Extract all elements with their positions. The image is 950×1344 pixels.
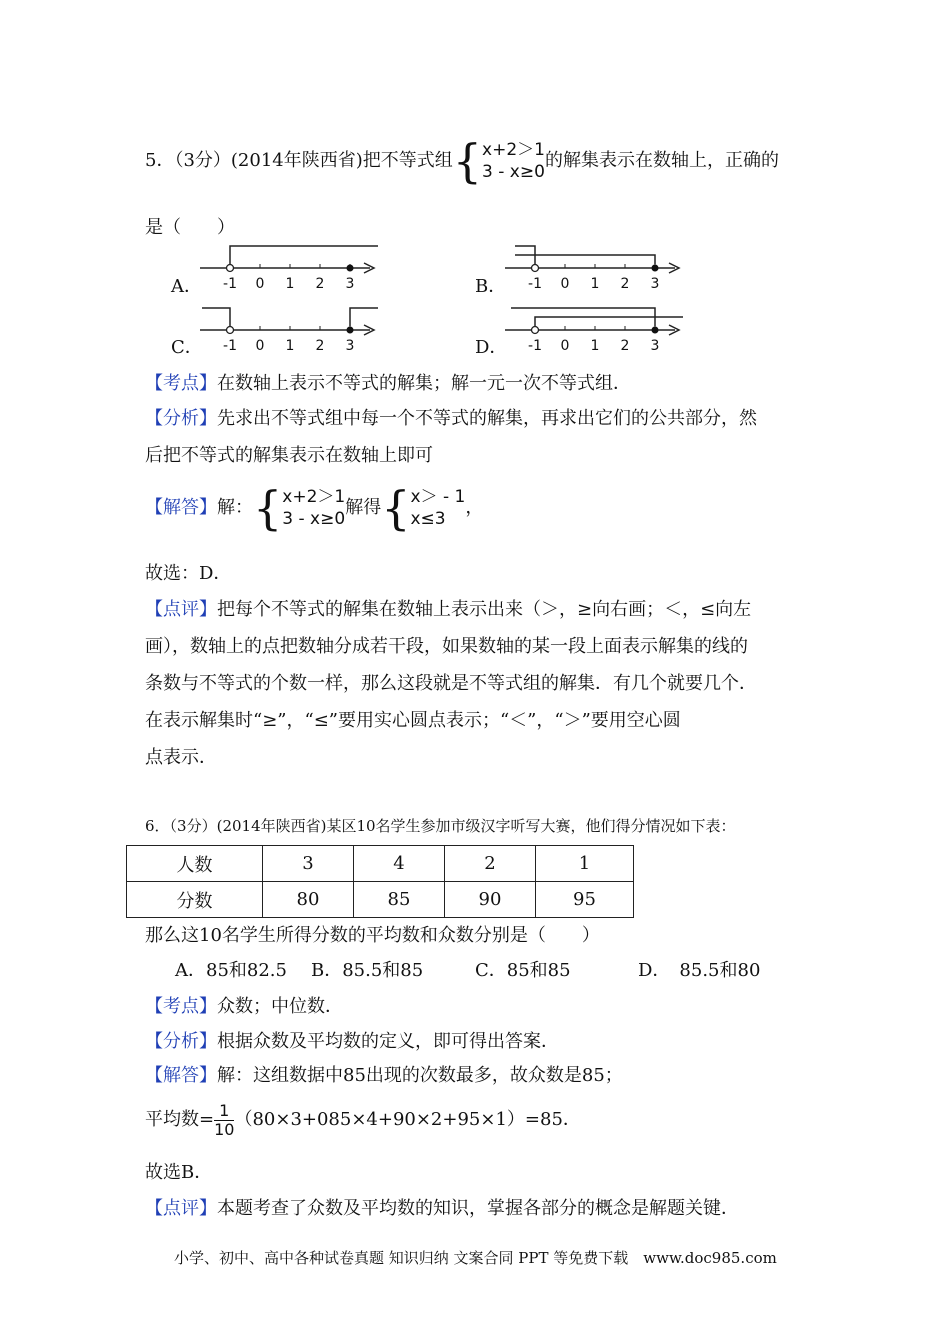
q6-dianping: 【点评】本题考查了众数及平均数的知识，掌握各部分的概念是解题关键． (145, 1198, 739, 1219)
solution-ray (230, 246, 378, 264)
table-cell: 人数 (127, 846, 263, 882)
solution-ray (515, 255, 655, 264)
q6-question: 那么这10名学生所得分数的平均数和众数分别是（ ） (145, 925, 600, 946)
q5-jieda-system: x+2＞1 3 - x≥0 (282, 487, 346, 529)
q5-fenxi-line2: 后把不等式的解集表示在数轴上即可 (145, 445, 433, 466)
tick-label: 2 (620, 276, 630, 290)
open-dot-icon (532, 327, 539, 334)
q6-average: 平均数= $\frac{1}{10}$ （80×3+085×4+90×2+95×1）=85． (145, 1100, 581, 1139)
tick-label: 2 (620, 338, 630, 352)
q6-option-d: D． 85.5和80 (638, 960, 761, 981)
filled-dot-icon (347, 327, 354, 334)
open-dot-icon (532, 265, 539, 272)
tick-label: 2 (315, 276, 325, 290)
fenxi-tag: 【分析】 (145, 1031, 217, 1052)
tick-label: 3 (345, 276, 355, 290)
table-cell: 1 (536, 846, 634, 882)
number-line-d (503, 302, 688, 352)
solution-ray (202, 308, 230, 326)
q5-dianping-line2: 画），数轴上的点把数轴分成若干段，如果数轴的某一段上面表示解集的线的 (145, 636, 748, 657)
option-d-label: D． (475, 337, 508, 358)
q5-stem: 5．（3分）(2014年陕西省)把不等式组{x+2＞1 3 - x≥0的解集表示在数轴上，正确的 (145, 134, 779, 188)
filled-dot-icon (652, 327, 659, 334)
tick-label: 1 (285, 338, 295, 352)
q6-kaodian: 【考点】众数；中位数． (145, 996, 343, 1017)
tick-label: -1 (223, 338, 237, 352)
table-cell: 2 (445, 846, 536, 882)
q6-stem: 6．（3分）(2014年陕西省)某区10名学生参加市级汉字听写大赛，他们得分情况如下表： (145, 817, 736, 835)
option-a-label: A． (171, 276, 202, 297)
table-row (127, 882, 634, 918)
q6-answer: 故选B． (145, 1162, 213, 1183)
option-b-label: B． (475, 276, 507, 297)
q5-jieda: 【解答】解：{x+2＞1 3 - x≥0解得{x＞ - 1 x≤3， (145, 481, 484, 535)
option-c-label: C． (171, 337, 203, 358)
q6-jieda: 【解答】解：这组数据中85出现的次数最多，故众数是85； (145, 1065, 623, 1086)
page-footer: 小学、初中、高中各种试卷真题 知识归纳 文案合同 PPT 等免费下载 www.doc985.com (174, 1249, 777, 1267)
q5-dianping: 【点评】把每个不等式的解集在数轴上表示出来（＞，≥向右画；＜，≤向左 (145, 599, 752, 620)
number-line-a (198, 240, 383, 290)
tick-label: 1 (285, 276, 295, 290)
tick-label: 0 (255, 276, 265, 290)
tick-label: -1 (528, 338, 542, 352)
q6-fenxi: 【分析】根据众数及平均数的定义，即可得出答案． (145, 1031, 559, 1052)
table-cell: 3 (263, 846, 354, 882)
tick-label: -1 (223, 276, 237, 290)
dianping-tag: 【点评】 (145, 1198, 217, 1219)
q5-answer: 故选：D． (145, 563, 232, 584)
q6-option-b: B．85.5和85 (311, 960, 424, 981)
tick-label: 3 (345, 338, 355, 352)
brace-icon: { (381, 481, 411, 535)
kaodian-tag: 【考点】 (145, 996, 217, 1017)
q5-dianping-line4: 在表示解集时“≥”，“≤”要用实心圆点表示；“＜”，“＞”要用空心圆 (145, 710, 681, 731)
q5-kaodian: 【考点】在数轴上表示不等式的解集；解一元一次不等式组． (145, 373, 631, 394)
table-row (127, 846, 634, 882)
fraction: $\frac{1}{10}$ (214, 1100, 235, 1139)
fenxi-tag: 【分析】 (145, 408, 217, 429)
table-cell: 分数 (127, 882, 263, 918)
table-cell: 80 (263, 882, 354, 918)
number-line-c (198, 302, 383, 352)
solution-ray (535, 317, 683, 326)
q5-fenxi: 【分析】先求出不等式组中每一个不等式的解集，再求出它们的公共部分，然 (145, 408, 757, 429)
filled-dot-icon (652, 265, 659, 272)
solution-ray (350, 308, 378, 326)
table-cell: 90 (445, 882, 536, 918)
tick-label: 3 (650, 276, 660, 290)
q5-system: x+2＞1 3 - x≥0 (482, 140, 545, 182)
open-dot-icon (227, 265, 234, 272)
tick-label: 0 (255, 338, 265, 352)
table-cell: 4 (354, 846, 445, 882)
tick-label: 1 (590, 338, 600, 352)
q6-option-a: A．85和82.5 (175, 960, 287, 981)
filled-dot-icon (347, 265, 354, 272)
jieda-tag: 【解答】 (145, 497, 217, 518)
tick-label: 3 (650, 338, 660, 352)
table-cell: 85 (354, 882, 445, 918)
tick-label: 0 (560, 338, 570, 352)
q5-stem-line2: 是（ ） (145, 217, 235, 238)
number-line-b (503, 240, 688, 290)
tick-label: 1 (590, 276, 600, 290)
dianping-tag: 【点评】 (145, 599, 217, 620)
jieda-tag: 【解答】 (145, 1065, 217, 1086)
open-dot-icon (227, 327, 234, 334)
tick-label: 2 (315, 338, 325, 352)
brace-icon: { (253, 481, 283, 535)
table-cell: 95 (536, 882, 634, 918)
kaodian-tag: 【考点】 (145, 373, 217, 394)
tick-label: 0 (560, 276, 570, 290)
q5-dianping-line3: 条数与不等式的个数一样，那么这段就是不等式组的解集．有几个就要几个． (145, 673, 757, 694)
q6-option-c: C．85和85 (475, 960, 571, 981)
brace-icon: { (452, 134, 483, 188)
score-table (126, 845, 634, 918)
tick-label: -1 (528, 276, 542, 290)
q5-dianping-line5: 点表示． (145, 747, 217, 768)
q5-result-system: x＞ - 1 x≤3 (410, 487, 466, 529)
